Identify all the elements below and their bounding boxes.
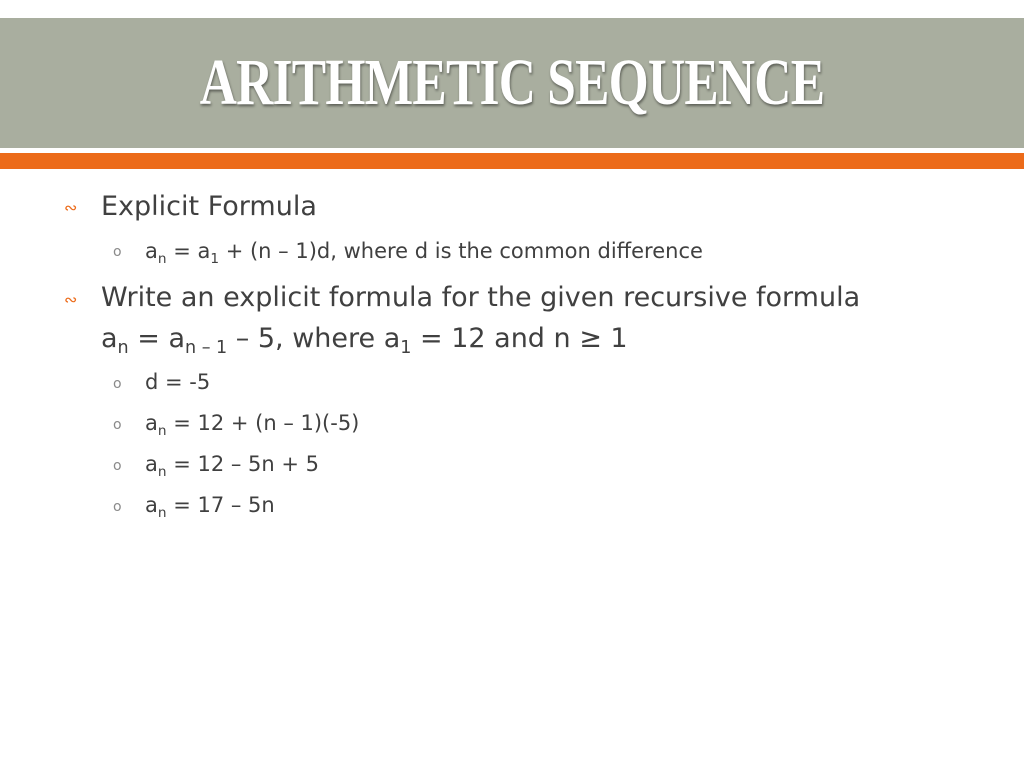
subscript: n bbox=[157, 250, 167, 267]
accent-bar bbox=[0, 153, 1024, 169]
sub-bullet-icon: o bbox=[113, 417, 122, 433]
formula-text: = 12 and n ≥ 1 bbox=[411, 323, 628, 354]
sub-bullet-icon: o bbox=[113, 499, 122, 515]
step-distribute bbox=[145, 449, 319, 479]
formula-text: a bbox=[145, 411, 158, 435]
sub-bullet-icon: o bbox=[113, 458, 122, 474]
bullet-icon: ∾ bbox=[64, 290, 78, 309]
step-substitute bbox=[145, 408, 359, 438]
sub-bullet-icon: o bbox=[113, 376, 122, 392]
subscript: n bbox=[157, 504, 167, 521]
formula-text: + (n – 1)d, where d is the common difference bbox=[219, 239, 703, 263]
bullet-explicit-formula: Explicit Formula bbox=[101, 191, 317, 222]
subscript: n – 1 bbox=[185, 338, 228, 359]
bullet-icon: ∾ bbox=[64, 198, 78, 217]
step-common-difference: d = -5 bbox=[145, 370, 211, 394]
bullet-question-line2 bbox=[101, 319, 628, 359]
formula-text: – 5, where a bbox=[227, 323, 401, 354]
formula-text: a bbox=[101, 323, 118, 354]
subscript: 1 bbox=[400, 338, 412, 359]
subscript: n bbox=[157, 463, 167, 480]
explicit-formula-definition bbox=[145, 236, 703, 266]
step-simplify bbox=[145, 490, 275, 520]
formula-text: = a bbox=[166, 239, 211, 263]
subscript: n bbox=[117, 338, 129, 359]
formula-text: = a bbox=[128, 323, 186, 354]
bullet-question-line1: Write an explicit formula for the given recursive formula bbox=[101, 282, 861, 313]
slide-title: ARITHMETIC SEQUENCE bbox=[199, 46, 825, 119]
sub-bullet-icon: o bbox=[113, 244, 122, 260]
formula-text: a bbox=[145, 452, 158, 476]
subscript: 1 bbox=[210, 250, 220, 267]
formula-text: = 12 – 5n + 5 bbox=[166, 452, 320, 476]
formula-text: = 17 – 5n bbox=[166, 493, 275, 517]
subscript: n bbox=[157, 422, 167, 439]
formula-text: a bbox=[145, 239, 158, 263]
formula-text: a bbox=[145, 493, 158, 517]
formula-text: = 12 + (n – 1)(-5) bbox=[166, 411, 360, 435]
